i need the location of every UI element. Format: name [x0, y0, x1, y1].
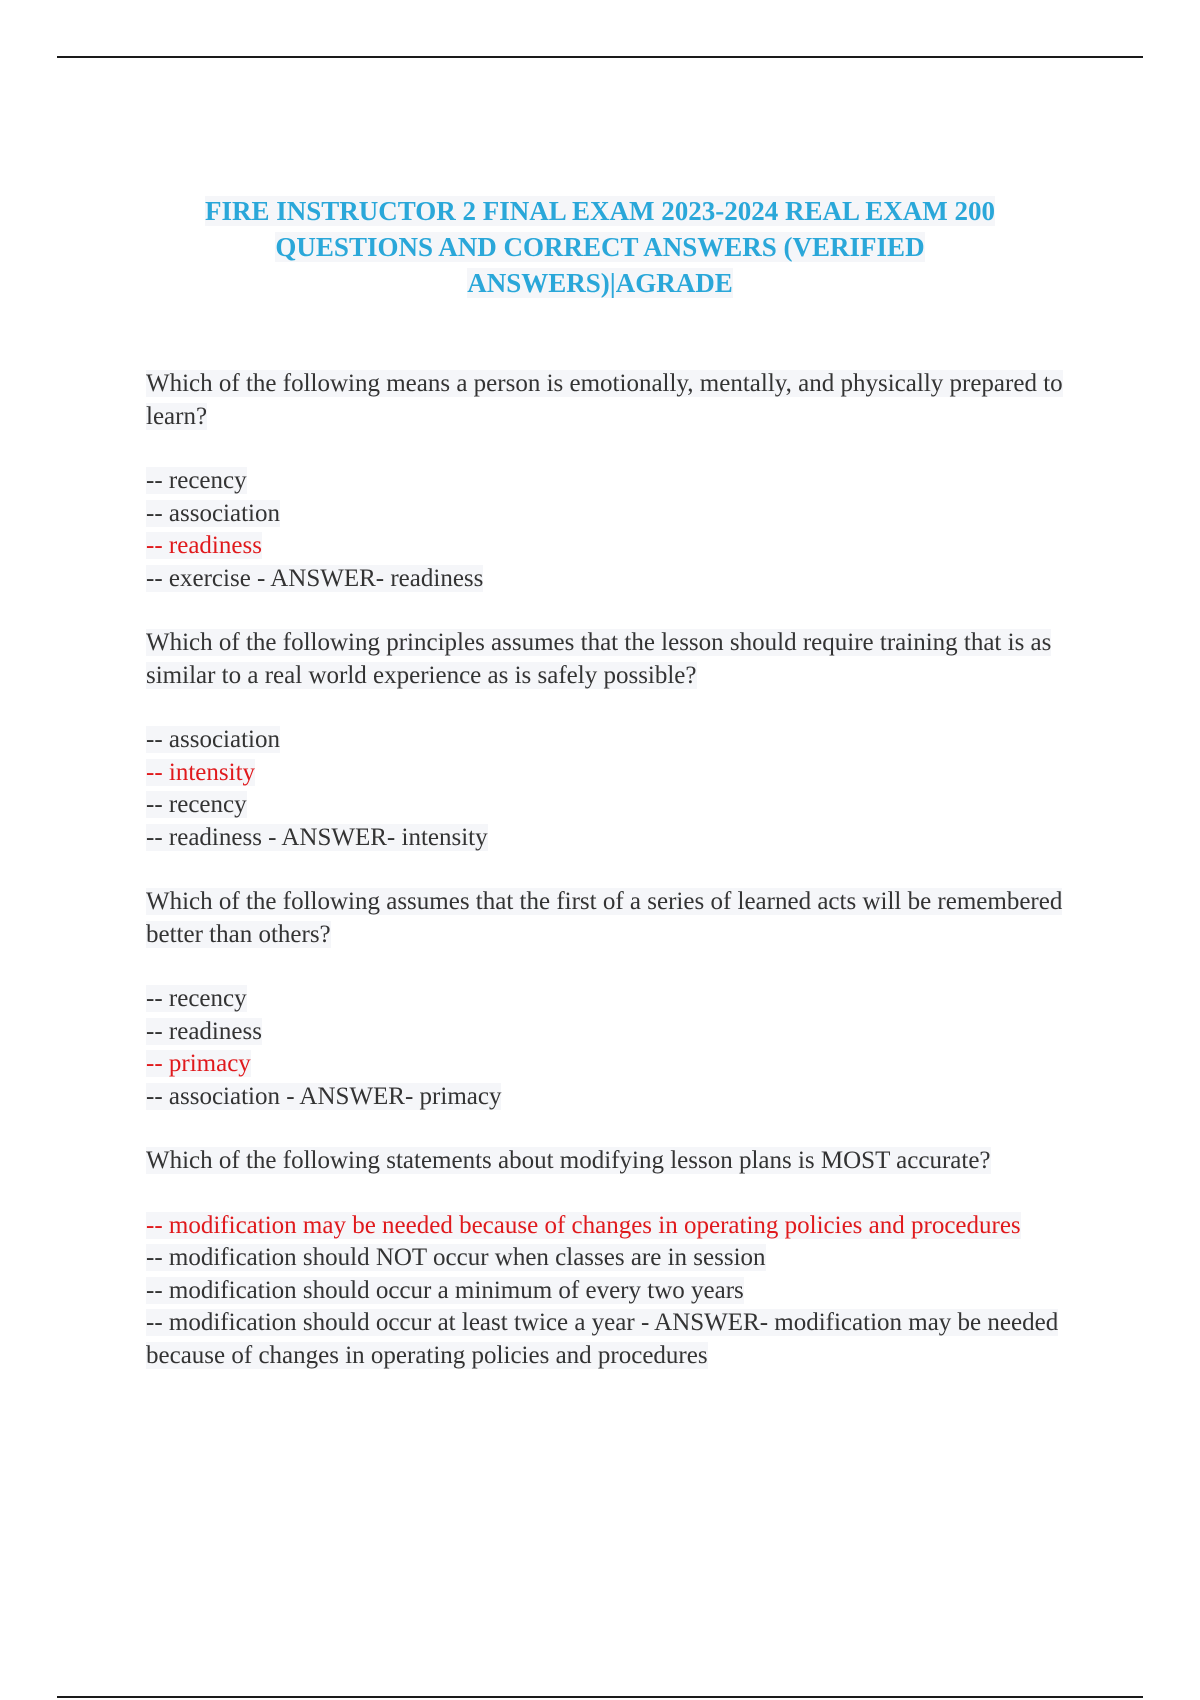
option-item-with-answer: -- exercise - ANSWER- readiness [146, 564, 484, 592]
option-item: -- modification should occur a minimum of every two years [146, 1276, 744, 1304]
document-title [170, 193, 1030, 301]
document-title-text: FIRE INSTRUCTOR 2 FINAL EXAM 2023-2024 REAL EXAM 200 QUESTIONS AND CORRECT ANSWERS (VERIFIED ANSWERS)|AGRADE [204, 196, 996, 298]
question-block-3 [146, 886, 1076, 1113]
question-list [146, 368, 1076, 1404]
option-item-with-answer: -- association - ANSWER- primacy [146, 1082, 502, 1110]
correct-option-item: -- readiness [146, 532, 262, 559]
option-item-with-answer: -- modification should occur at least twice a year - ANSWER- modification may be needed because of changes in operating policies and procedures [146, 1309, 1059, 1369]
correct-option-item: -- primacy [146, 1050, 251, 1077]
option-item: -- association [146, 499, 280, 527]
option-item: -- association [146, 726, 280, 753]
option-item: -- modification should NOT occur when classes are in session [146, 1244, 766, 1271]
option-item: -- recency [146, 791, 247, 818]
correct-option-item: -- intensity [146, 758, 256, 786]
question-text: Which of the following principles assumes that the lesson should require training that is as similar to a real world experience as is safely possible? [146, 629, 1052, 689]
bottom-rule [57, 1696, 1143, 1698]
option-item: -- recency [146, 985, 247, 1012]
question-block-2 [146, 627, 1076, 854]
question-text: Which of the following statements about modifying lesson plans is MOST accurate? [146, 1147, 991, 1174]
option-item-with-answer: -- readiness - ANSWER- intensity [146, 823, 488, 851]
question-block-4 [146, 1145, 1076, 1372]
correct-option-item: -- modification may be needed because of changes in operating policies and procedures [146, 1211, 1021, 1239]
question-text: Which of the following assumes that the first of a series of learned acts will be remembered better than others? [146, 888, 1063, 948]
question-text: Which of the following means a person is emotionally, mentally, and physically prepared to learn? [146, 370, 1063, 430]
question-block-1 [146, 368, 1076, 595]
option-item: -- recency [146, 467, 247, 494]
top-rule [57, 56, 1143, 58]
option-item: -- readiness [146, 1017, 262, 1045]
